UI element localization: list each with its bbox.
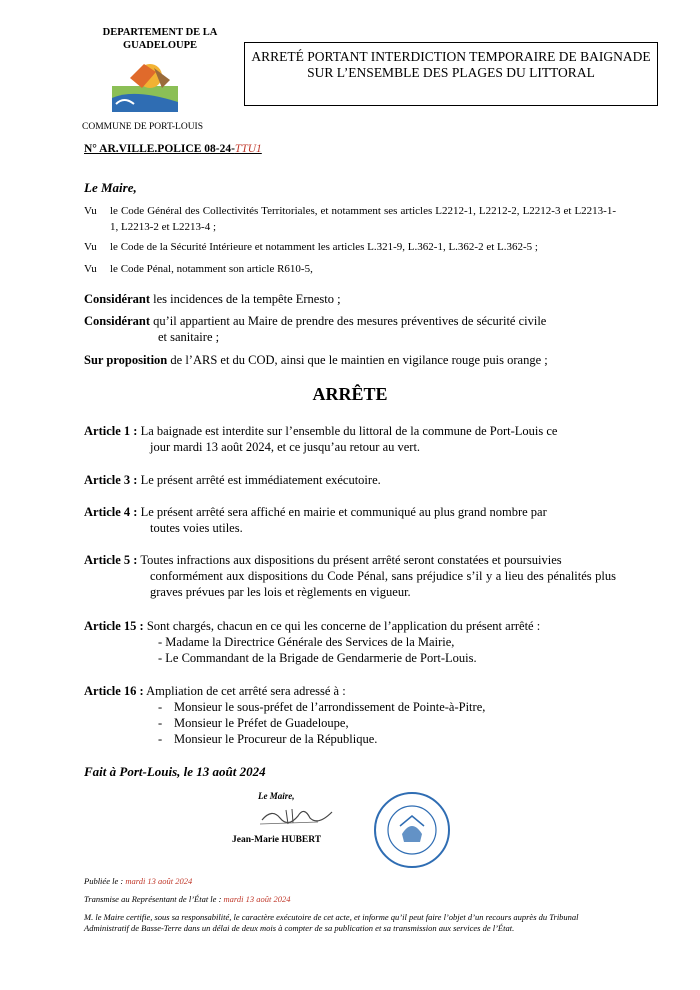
vu-label: Vu bbox=[84, 263, 97, 275]
article-16 bbox=[84, 683, 616, 747]
reference-number bbox=[84, 143, 262, 155]
list-item: - Monsieur le Procureur de la République. bbox=[158, 732, 378, 746]
transmission-line bbox=[84, 894, 291, 905]
article-label: Article 5 : bbox=[84, 553, 138, 567]
signature-title: Le Maire, bbox=[258, 791, 295, 801]
le-maire-heading: Le Maire, bbox=[84, 180, 137, 195]
list-item: - Monsieur le sous-préfet de l’arrondissement de Pointe-à-Pitre, bbox=[158, 700, 486, 714]
proposition bbox=[84, 352, 616, 368]
article-label: Article 3 : bbox=[84, 473, 138, 487]
article-text: Le présent arrêté sera affiché en mairie et communiqué au plus grand nombre par bbox=[140, 505, 547, 519]
list-item: - Le Commandant de la Brigade de Gendarmerie de Port-Louis. bbox=[158, 651, 477, 665]
vu-item bbox=[84, 261, 616, 277]
vu-text: le Code Général des Collectivités Territoriales, et notamment ses articles L2212-1, L2212-2, L2212-3 et L2213-1-1, L2213-2 et L2213-4 ; bbox=[110, 205, 616, 233]
publiee-label: Publiée le : bbox=[84, 876, 124, 886]
considerant-1 bbox=[84, 291, 616, 307]
article-5 bbox=[84, 552, 616, 600]
article-text-cont: conformément aux dispositions du Code Pénal, sans préjudice s’il y a lieu des pénalités plus graves prévues par les lois et règlements en vigueur. bbox=[150, 569, 616, 599]
vu-label: Vu bbox=[84, 241, 97, 253]
considerant-label: Considérant bbox=[84, 314, 150, 328]
signatory-name: Jean-Marie HUBERT bbox=[232, 835, 322, 845]
vu-item bbox=[84, 203, 616, 235]
vu-text: le Code Pénal, notamment son article R610-5, bbox=[110, 263, 313, 275]
signature-scribble-icon bbox=[258, 800, 338, 830]
article-text-cont: jour mardi 13 août 2024, et ce jusqu’au retour au vert. bbox=[150, 440, 421, 454]
publication-line bbox=[84, 876, 192, 887]
vu-label: Vu bbox=[84, 205, 97, 217]
commune-logo-icon bbox=[104, 58, 184, 116]
article-label: Article 1 : bbox=[84, 424, 138, 438]
arrete-heading: ARRÊTE bbox=[312, 384, 388, 404]
article-text: Ampliation de cet arrêté sera adressé à : bbox=[146, 684, 346, 698]
article-text: Toutes infractions aux dispositions du présent arrêté seront constatées et poursuivies bbox=[140, 553, 562, 567]
publiee-date: mardi 13 août 2024 bbox=[125, 876, 193, 886]
transmise-label: Transmise au Représentant de l’État le : bbox=[84, 894, 222, 904]
department-name: DEPARTEMENT DE LA GUADELOUPE bbox=[102, 27, 218, 51]
article-1 bbox=[84, 423, 616, 455]
considerant-text-line1: qu’il appartient au Maire de prendre des mesures préventives de sécurité civile bbox=[153, 314, 547, 328]
considerant-text: les incidences de la tempête Ernesto ; bbox=[153, 292, 341, 306]
proposition-label: Sur proposition bbox=[84, 353, 168, 367]
list-item-text: Monsieur le Procureur de la République. bbox=[174, 732, 378, 746]
considerant-2 bbox=[84, 313, 616, 345]
reference-main: N° AR.VILLE.POLICE 08-24- bbox=[84, 143, 235, 155]
article-15 bbox=[84, 618, 616, 666]
legal-notice: M. le Maire certifie, sous sa responsabilité, le caractère exécutoire de cet acte, et informe qu’il peut faire l’objet d’un recours auprès du Tribunal Administratif de Basse-Terre dans un délai de deux mois à compter de sa publication et sa transmission aux services de l’État. bbox=[84, 912, 579, 933]
document-title: ARRETÉ PORTANT INTERDICTION TEMPORAIRE DE BAIGNADE SUR L’ENSEMBLE DES PLAGES DU LITTORAL bbox=[244, 42, 658, 106]
list-item: - Madame la Directrice Générale des Services de la Mairie, bbox=[158, 635, 455, 649]
list-item-text: Monsieur le Préfet de Guadeloupe, bbox=[174, 716, 349, 730]
fait-a: Fait à Port-Louis, le 13 août 2024 bbox=[84, 764, 266, 779]
article-label: Article 4 : bbox=[84, 505, 138, 519]
list-item-text: Monsieur le sous-préfet de l’arrondissement de Pointe-à-Pitre, bbox=[174, 700, 486, 714]
mairie-seal-icon bbox=[372, 790, 452, 870]
proposition-text: de l’ARS et du COD, ainsi que le maintien en vigilance rouge puis orange ; bbox=[170, 353, 548, 367]
article-label: Article 16 : bbox=[84, 684, 144, 698]
article-4 bbox=[84, 504, 616, 536]
considerant-label: Considérant bbox=[84, 292, 150, 306]
article-label: Article 15 : bbox=[84, 619, 144, 633]
article-text-cont: toutes voies utiles. bbox=[150, 521, 243, 535]
reference-suffix: TTU1 bbox=[234, 143, 262, 155]
transmise-date: mardi 13 août 2024 bbox=[223, 894, 291, 904]
article-3 bbox=[84, 472, 616, 488]
vu-item bbox=[84, 239, 616, 255]
vu-text: le Code de la Sécurité Intérieure et notamment les articles L.321-9, L.362-1, L.362-2 et L.362-5 ; bbox=[110, 241, 538, 253]
commune-name: COMMUNE DE PORT-LOUIS bbox=[82, 122, 204, 132]
list-item: - Monsieur le Préfet de Guadeloupe, bbox=[158, 716, 349, 730]
article-text: La baignade est interdite sur l’ensemble du littoral de la commune de Port-Louis ce bbox=[140, 424, 558, 438]
considerant-text-line2: et sanitaire ; bbox=[158, 330, 220, 344]
article-text: Le présent arrêté est immédiatement exécutoire. bbox=[140, 473, 381, 487]
article-text: Sont chargés, chacun en ce qui les concerne de l’application du présent arrêté : bbox=[146, 619, 541, 633]
